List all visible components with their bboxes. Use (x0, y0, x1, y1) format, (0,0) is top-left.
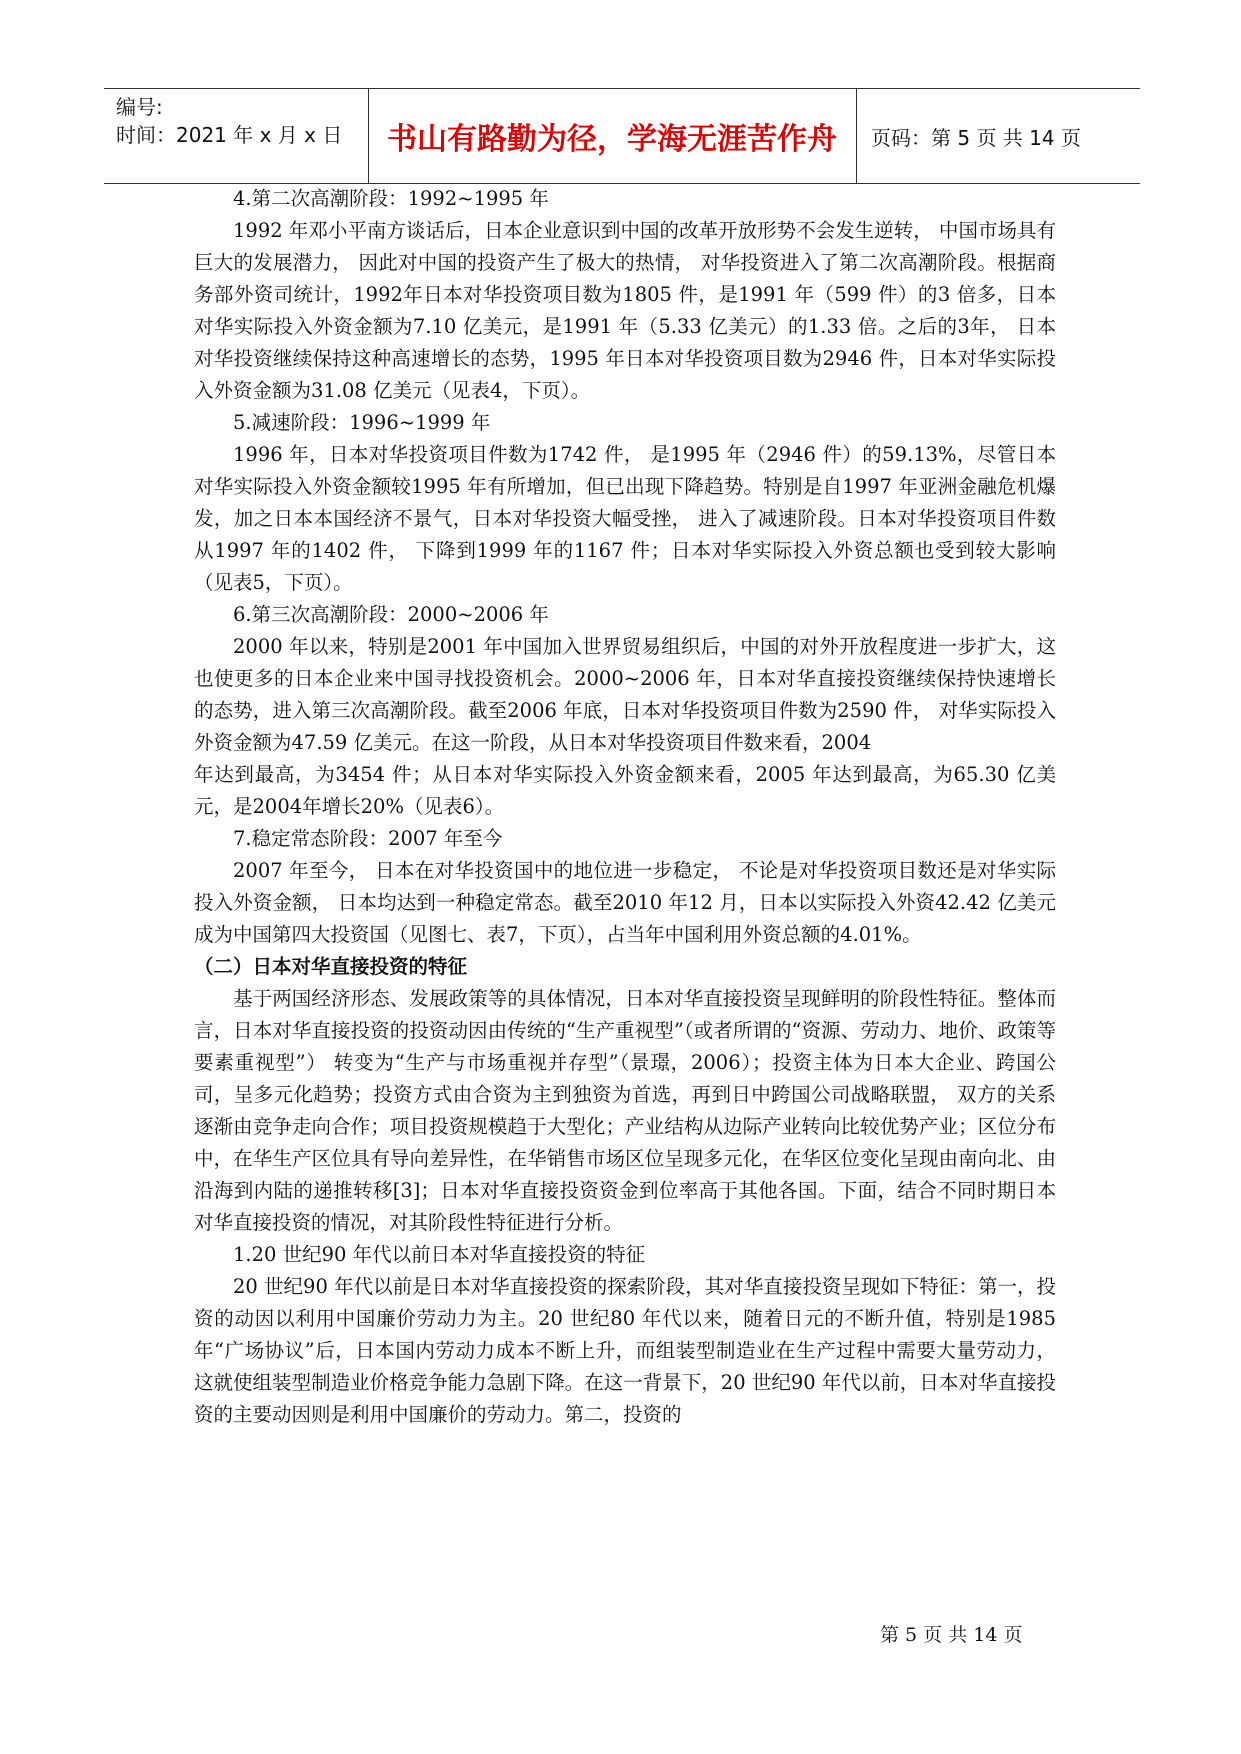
paragraph: 7.稳定常态阶段：2007 年至今 (233, 827, 503, 850)
paragraph: 1996 年，日本对华投资项目件数为1742 件， 是1995 年（2946 件）的59.13%，尽管日本对华实际投入外资金额较1995 年有所增加，但已出现下降趋势。特别是自1997 年亚洲金融危机爆发，加之日本本国经济不景气，日本对华投资大幅受挫， 进入了减速阶段。日本对华投资项目件数从1997 年的1402 件， 下降到1999 年的1167 件；日本对华实际投入外资总额也受到较大影响（见表5，下页）。 (194, 443, 1056, 594)
paragraph: 6.第三次高潮阶段：2000~2006 年 (233, 603, 549, 626)
paragraph: 4.第二次高潮阶段：1992~1995 年 (233, 187, 549, 210)
paragraph: 5.减速阶段：1996~1999 年 (233, 411, 491, 434)
document-body (194, 183, 1056, 1431)
header-motto: 书山有路勤为径，学海无涯苦作舟 (368, 89, 857, 183)
paragraph: 2007 年至今， 日本在对华投资国中的地位进一步稳定， 不论是对华投资项目数还是对华实际投入外资金额， 日本均达到一种稳定常态。截至2010 年12 月，日本以实际投入外资42.42 亿美元成为中国第四大投资国（见图七、表7，下页），占当年中国利用外资总额的4.01%。 (194, 859, 1056, 946)
paragraph: 年达到最高，为3454 件；从日本对华实际投入外资金额来看，2005 年达到最高，为65.30 亿美元，是2004年增长20%（见表6）。 (194, 763, 1056, 818)
section-heading: （二）日本对华直接投资的特征 (194, 955, 468, 978)
page-header (104, 88, 1140, 184)
document-time-label: 时间：2021 年 x 月 x 日 (116, 123, 343, 147)
paragraph: 基于两国经济形态、发展政策等的具体情况，日本对华直接投资呈现鲜明的阶段性特征。整体而言，日本对华直接投资的投资动因由传统的“生产重视型”（或者所谓的“资源、劳动力、地价、政策等要素重视型”） 转变为“生产与市场重视并存型”（景璟，2006）；投资主体为日本大企业、跨国公司，呈多元化趋势；投资方式由合资为主到独资为首选，再到日中跨国公司战略联盟， 双方的关系逐渐由竞争走向合作；项目投资规模趋于大型化；产业结构从边际产业转向比较优势产业；区位分布中，在华生产区位具有导向差异性，在华销售市场区位呈现多元化，在华区位变化呈现由南向北、由沿海到内陆的递推转移[3]；日本对华直接投资资金到位率高于其他各国。下面，结合不同时期日本对华直接投资的情况，对其阶段性特征进行分析。 (194, 987, 1056, 1234)
header-meta (104, 89, 369, 183)
paragraph: 2000 年以来，特别是2001 年中国加入世界贸易组织后，中国的对外开放程度进一步扩大，这也使更多的日本企业来中国寻找投资机会。2000~2006 年，日本对华直接投资继续保持快速增长的态势，进入第三次高潮阶段。截至2006 年底，日本对华投资项目件数为2590 件， 对华实际投入外资金额为47.59 亿美元。在这一阶段，从日本对华投资项目件数来看，2004 (194, 635, 1056, 754)
paragraph: 20 世纪90 年代以前是日本对华直接投资的探索阶段，其对华直接投资呈现如下特征：第一，投资的动因以利用中国廉价劳动力为主。20 世纪80 年代以来，随着日元的不断升值，特别是1985 年“广场协议”后，日本国内劳动力成本不断上升，而组装型制造业在生产过程中需要大量劳动力， 这就使组装型制造业价格竞争能力急剧下降。在这一背景下，20 世纪90 年代以前，日本对华直接投资的主要动因则是利用中国廉价的劳动力。第二，投资的 (194, 1275, 1056, 1426)
header-page-label: 页码：第 5 页 共 14 页 (871, 125, 1081, 150)
paragraph: 1992 年邓小平南方谈话后，日本企业意识到中国的改革开放形势不会发生逆转， 中国市场具有巨大的发展潜力， 因此对中国的投资产生了极大的热情， 对华投资进入了第二次高潮阶段。根据商务部外资司统计，1992年日本对华投资项目数为1805 件，是1991 年（599 件）的3 倍多，日本对华实际投入外资金额为7.10 亿美元，是1991 年（5.33 亿美元）的1.33 倍。之后的3年， 日本对华投资继续保持这种高速增长的态势，1995 年日本对华投资项目数为2946 件，日本对华实际投入外资金额为31.08 亿美元（见表4，下页）。 (194, 219, 1056, 402)
page-footer: 第 5 页 共 14 页 (880, 1624, 1023, 1646)
document-number-label: 编号: (116, 95, 163, 119)
paragraph: 1.20 世纪90 年代以前日本对华直接投资的特征 (233, 1243, 646, 1266)
